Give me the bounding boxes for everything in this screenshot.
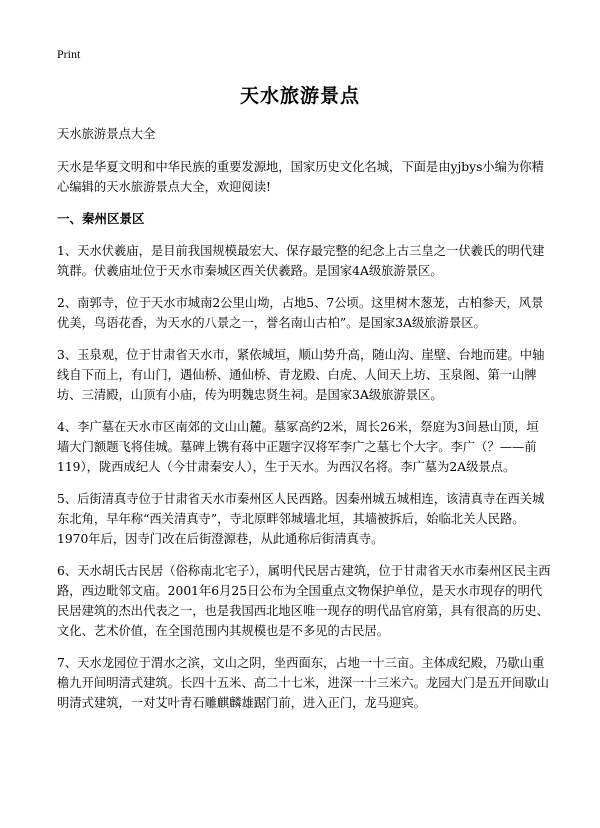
article-body [57, 124, 551, 725]
paragraph-7: 7、天水龙园位于渭水之滨，文山之阴，坐西面东，占地一十三亩。主体成纪殿，乃歇山重檐九开间明清式建筑。长四十五米、高二十七米，进深一十三米六。龙园大门是五开间歇山明清式建筑，一对艾叶青石雕麒麟雄踞门前，进入正门，龙马迎宾。 [57, 656, 549, 710]
paragraph-4: 4、李广墓在天水市区南郊的文山山麓。墓冢高约2米，周长26米，祭庭为3间悬山顶，垣墙大门额题飞将佳城。墓碑上镌有蒋中正题字汉将军李广之墓七个大字。李广（？——前119），陇西成纪人（今甘肃秦安人），生于天水。为西汉名将。李广墓为2A级景点。 [57, 420, 539, 474]
section-heading: 一、秦州区景区 [57, 211, 145, 226]
paragraph-5: 5、后街清真寺位于甘肃省天水市秦州区人民西路。因秦州城五城相连，该清真寺在西关城东北角，早年称“西关清真寺”，寺北原畔邻城墙北垣，其墙被拆后，始临北关人民路。1970年后，因寺门改在后街澄源巷，从此通称后街清真寺。 [57, 492, 545, 546]
page-title: 天水旅游景点 [239, 85, 360, 107]
paragraph-2: 2、南郭寺，位于天水市城南2公里山坳，占地5、7公顷。这里树木葱茏，古柏参天，风景优美，鸟语花香，为天水的八景之一，誉名南山古柏”。是国家3A级旅游景区。 [57, 296, 544, 330]
intro-paragraph: 天水是华夏文明和中华民族的重要发源地，国家历史文化名城，下面是由yjbys小编为你精心编辑的天水旅游景点大全，欢迎阅读! [57, 160, 544, 194]
paragraph-3: 3、玉泉观，位于甘肃省天水市，紧依城垣，顺山势升高，随山沟、崖壁、台地而建。中轴线自下而上，有山门，遇仙桥、通仙桥、青龙殿、白虎、人间天上坊、玉泉阁、第一山牌坊、三清殿，山顶有小庙，传为明魏忠贤生祠。是国家3A级旅游景区。 [57, 348, 545, 402]
paragraph-6: 6、天水胡氏古民居（俗称南北宅子），属明代民居古建筑，位于甘肃省天水市秦州区民主西路，西边毗邻文庙。2001年6月25日公布为全国重点文物保护单位，是天水市现存的明代民居建筑的杰出代表之一，也是我国西北地区唯一现存的明代品官府第，具有很高的历史、文化、艺术价值，在全国范围内其规模也是不多见的古民居。 [57, 564, 551, 638]
print-link[interactable]: Print [57, 47, 81, 61]
subtitle: 天水旅游景点大全 [57, 127, 156, 141]
paragraph-1: 1、天水伏羲庙，是目前我国规模最宏大、保存最完整的纪念上古三皇之一伏羲氏的明代建筑群。伏羲庙址位于天水市秦城区西关伏羲路。是国家4A级旅游景区。 [57, 244, 545, 278]
